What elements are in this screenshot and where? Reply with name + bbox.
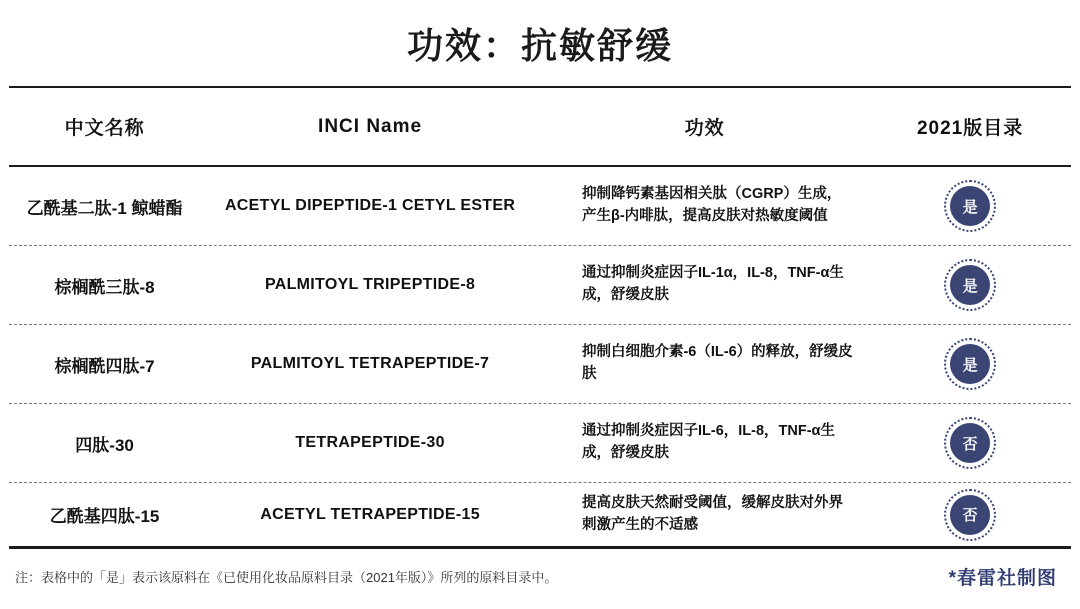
- table-row: [9, 246, 1071, 325]
- title-bar: [0, 0, 1080, 86]
- inci-name-cell: ACETYL DIPEPTIDE-1 CETYL ESTER: [224, 197, 516, 214]
- effect-cell: 通过抑制炎症因子IL-1α，IL-8，TNF-α生成，舒缓皮肤: [581, 265, 844, 303]
- catalog-cell: [869, 417, 1071, 469]
- table-row: [9, 404, 1071, 483]
- footnote: 注：表格中的「是」表示该原料在《已使用化妆品原料目录（2021年版）》所列的原料目录中。: [15, 569, 558, 585]
- catalog-cell: [869, 180, 1071, 232]
- table-row: [9, 483, 1071, 549]
- credit-label: *春雷社制图: [948, 567, 1057, 589]
- catalog-badge: [944, 259, 996, 311]
- ingredients-table: [9, 86, 1071, 549]
- inci-name-cell: TETRAPEPTIDE-30: [295, 434, 445, 451]
- inci-name-cell: PALMITOYL TETRAPEPTIDE-7: [250, 355, 490, 372]
- effect-cell: 通过抑制炎症因子IL-6，IL-8，TNF-α生成，舒缓皮肤: [581, 423, 835, 461]
- cn-name-cell: 四肽-30: [75, 435, 134, 455]
- header-inci-name: INCI Name: [318, 115, 423, 137]
- header-catalog: 2021版目录: [916, 118, 1024, 139]
- effect-cell: 抑制降钙素基因相关肽（CGRP）生成，产生β-内啡肽，提高皮肤对热敏度阈值: [581, 186, 842, 224]
- catalog-cell: [869, 338, 1071, 390]
- catalog-badge-label: 是: [950, 344, 990, 384]
- footer: [9, 549, 1071, 603]
- catalog-badge: [944, 338, 996, 390]
- catalog-badge-label: 是: [950, 186, 990, 226]
- header-effect: 功效: [684, 118, 725, 139]
- inci-name-cell: ACETYL TETRAPEPTIDE-15: [260, 505, 480, 523]
- catalog-badge-label: 否: [950, 495, 990, 535]
- table-row: [9, 325, 1071, 404]
- page-title: 功效：抗敏舒缓: [406, 24, 673, 66]
- header-cn-name: 中文名称: [64, 118, 145, 139]
- catalog-badge-label: 是: [950, 265, 990, 305]
- catalog-cell: [869, 259, 1071, 311]
- catalog-badge: [944, 489, 996, 541]
- catalog-cell: [869, 489, 1071, 541]
- effect-cell: 提高皮肤天然耐受阈值，缓解皮肤对外界刺激产生的不适感: [581, 494, 843, 533]
- table-header-row: [9, 88, 1071, 167]
- catalog-badge-label: 否: [950, 423, 990, 463]
- effect-cell: 抑制白细胞介素-6（IL-6）的释放，舒缓皮肤: [581, 344, 853, 382]
- cn-name-cell: 棕榈酰四肽-7: [54, 356, 155, 376]
- catalog-badge: [944, 417, 996, 469]
- cn-name-cell: 乙酰基二肽-1 鲸蜡酯: [26, 198, 183, 218]
- catalog-badge: [944, 180, 996, 232]
- cn-name-cell: 乙酰基四肽-15: [49, 507, 160, 526]
- table-row: [9, 167, 1071, 246]
- inci-name-cell: PALMITOYL TRIPEPTIDE-8: [264, 276, 476, 293]
- cn-name-cell: 棕榈酰三肽-8: [54, 277, 155, 297]
